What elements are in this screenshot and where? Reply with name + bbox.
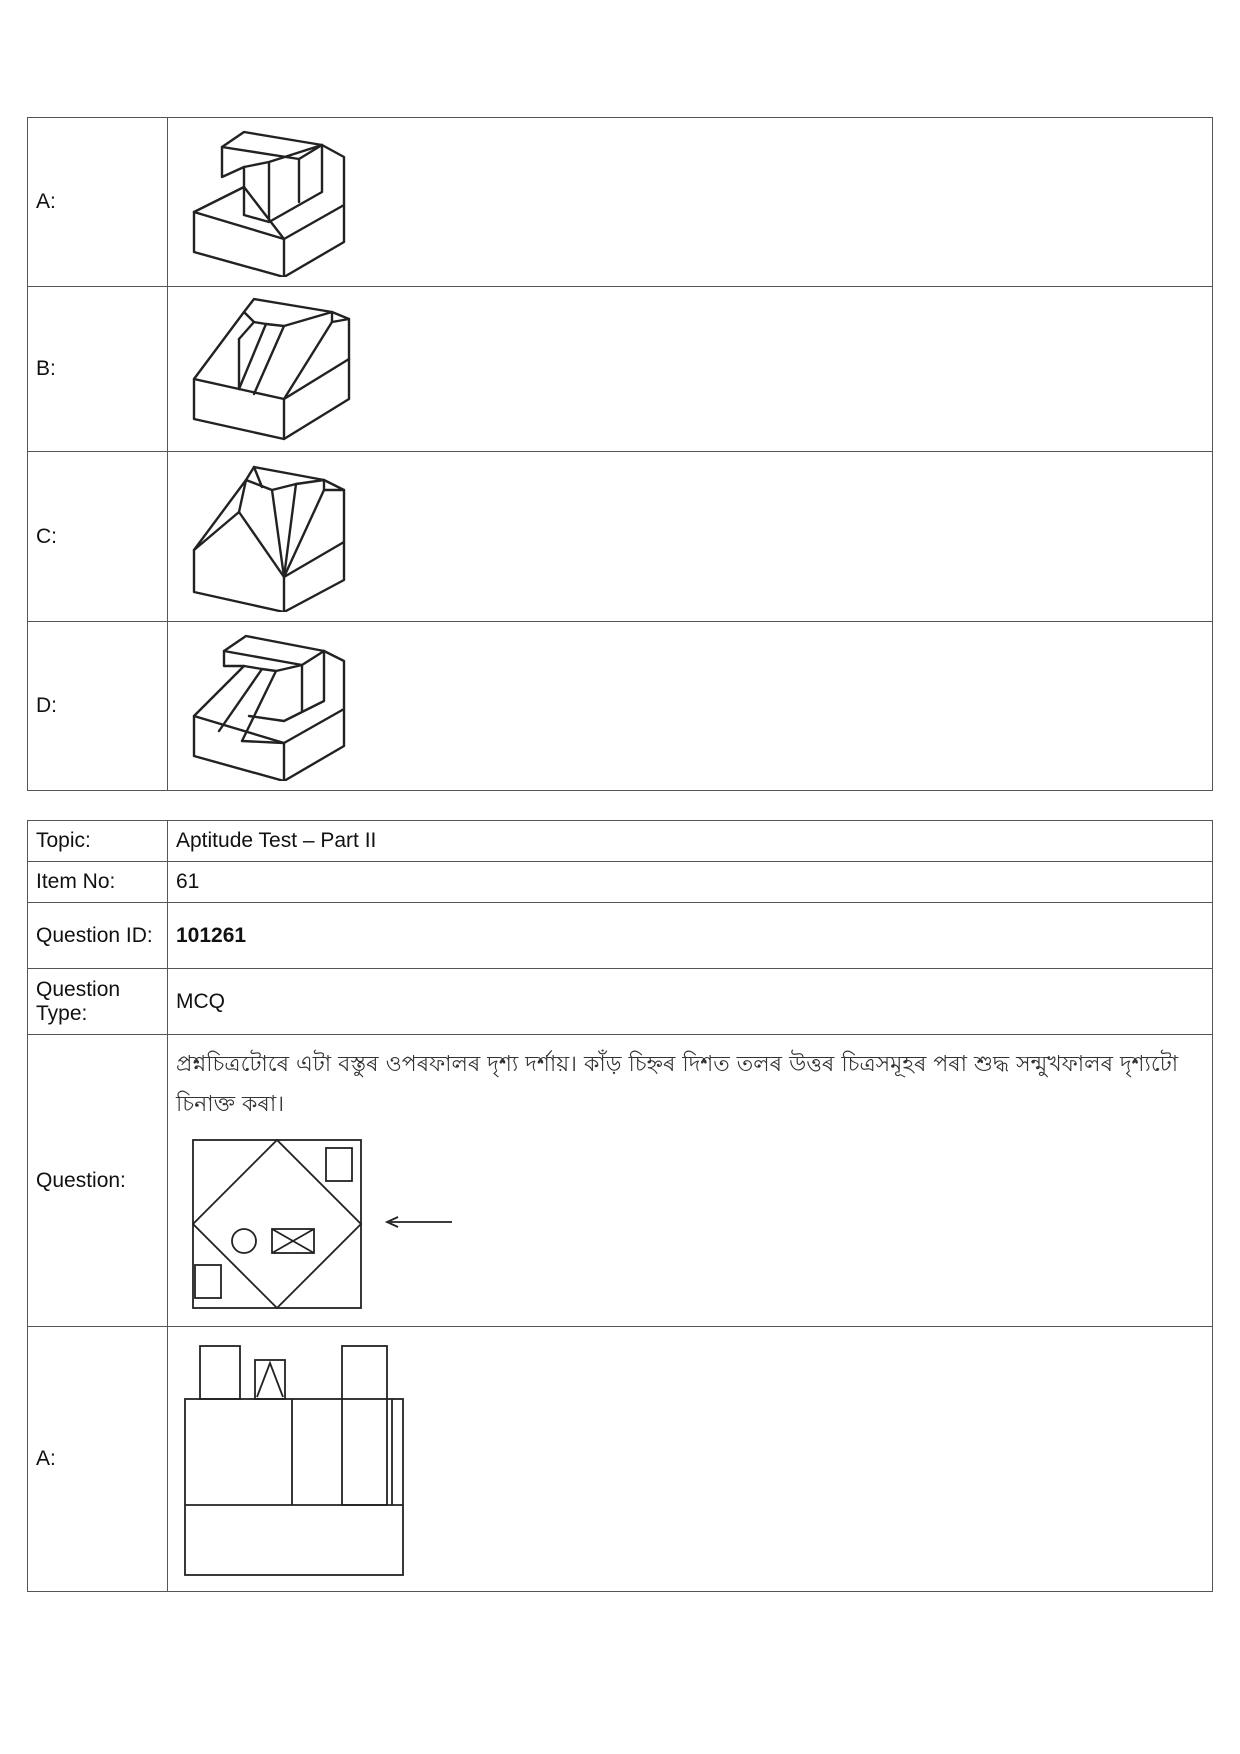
option-label: D:	[28, 622, 168, 791]
isometric-block-option-c-icon	[184, 462, 354, 612]
item-no-label: Item No:	[28, 862, 168, 903]
question-id-row	[28, 903, 1213, 969]
option-a-cell	[168, 1327, 1213, 1592]
option-row-a	[28, 1327, 1213, 1592]
question-type-value: MCQ	[168, 969, 1213, 1035]
question-text: প্রশ্নচিত্রটোৰে এটা বস্তুৰ ওপৰফালৰ দৃশ্য দৰ্শায়। কাঁড় চিহ্নৰ দিশত তলৰ উত্তৰ চিত্ৰসমূহৰ পৰা শুদ্ধ সন্মুখফালৰ দৃশ্যটো চিনাক্ত কৰা।	[176, 1052, 1179, 1117]
option-label: C:	[28, 452, 168, 622]
option-a-label: A:	[28, 1327, 168, 1592]
topic-label: Topic:	[28, 821, 168, 862]
topic-row	[28, 821, 1213, 862]
front-view-option-a-icon	[182, 1337, 412, 1582]
item-no-row	[28, 862, 1213, 903]
isometric-block-option-b-icon	[184, 294, 354, 444]
question-type-label: Question Type:	[28, 969, 168, 1035]
question-type-row	[28, 969, 1213, 1035]
question-label: Question:	[28, 1035, 168, 1327]
option-row-a	[28, 118, 1213, 287]
question-61-table	[27, 820, 1213, 1592]
option-row-d	[28, 622, 1213, 791]
question-id-value: 101261	[168, 903, 1213, 969]
question-id-label: Question ID:	[28, 903, 168, 969]
isometric-block-option-d-icon	[184, 631, 354, 781]
question-row	[28, 1035, 1213, 1327]
option-row-c	[28, 452, 1213, 622]
previous-options-table	[27, 117, 1213, 791]
isometric-block-option-a-icon	[184, 127, 354, 277]
question-cell	[168, 1035, 1213, 1327]
option-label: B:	[28, 287, 168, 452]
item-no-value: 61	[168, 862, 1213, 903]
option-label: A:	[28, 118, 168, 287]
option-row-b	[28, 287, 1213, 452]
topic-value: Aptitude Test – Part II	[168, 821, 1213, 862]
top-view-diagram-icon	[190, 1137, 480, 1317]
